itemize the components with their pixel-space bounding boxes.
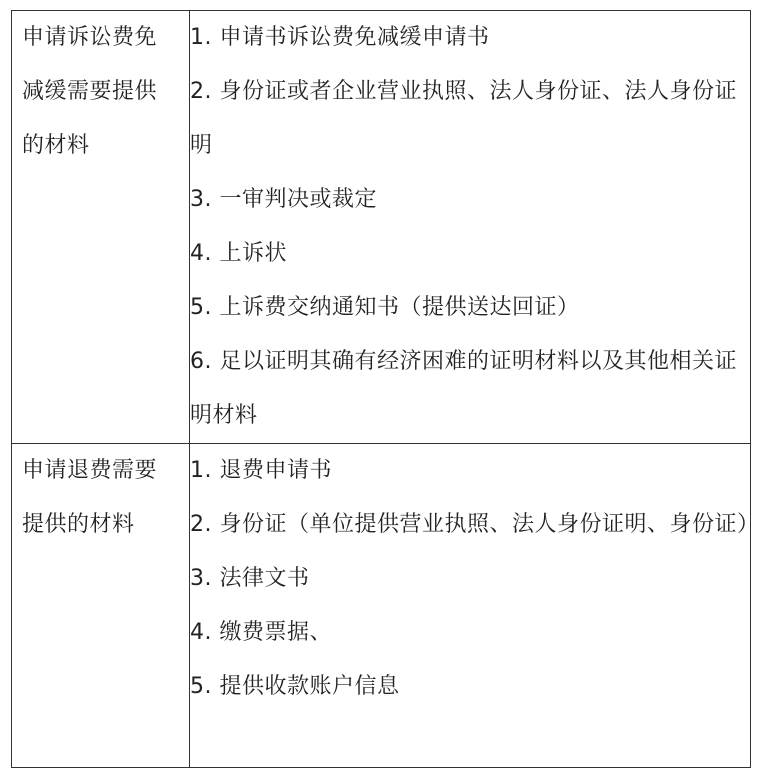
list-item: 6. 足以证明其确有经济困难的证明材料以及其他相关证明材料 — [190, 349, 737, 428]
list-item: 1. 退费申请书 — [190, 458, 332, 483]
label-cell — [12, 11, 190, 444]
row-label: 申请退费需要提供的材料 — [22, 458, 158, 537]
table-row-fee-reduction — [12, 11, 751, 444]
row-label: 申请诉讼费免减缓需要提供的材料 — [22, 25, 158, 158]
list-item: 1. 申请书诉讼费免减缓申请书 — [190, 25, 490, 50]
table-row-refund — [12, 444, 751, 768]
list-item: 2. 身份证或者企业营业执照、法人身份证、法人身份证明 — [190, 79, 737, 158]
list-item: 4. 缴费票据、 — [190, 620, 332, 645]
content-cell — [190, 11, 751, 444]
list-item: 4. 上诉状 — [190, 241, 287, 266]
content-cell — [190, 444, 760, 768]
list-item: 2. 身份证（单位提供营业执照、法人身份证明、身份证） — [190, 512, 760, 537]
list-item: 5. 提供收款账户信息 — [190, 674, 400, 699]
list-item: 3. 法律文书 — [190, 566, 310, 591]
list-item: 3. 一审判决或裁定 — [190, 187, 377, 212]
label-cell — [12, 444, 190, 768]
list-item: 5. 上诉费交纳通知书（提供送达回证） — [190, 295, 580, 320]
materials-table — [11, 10, 760, 768]
